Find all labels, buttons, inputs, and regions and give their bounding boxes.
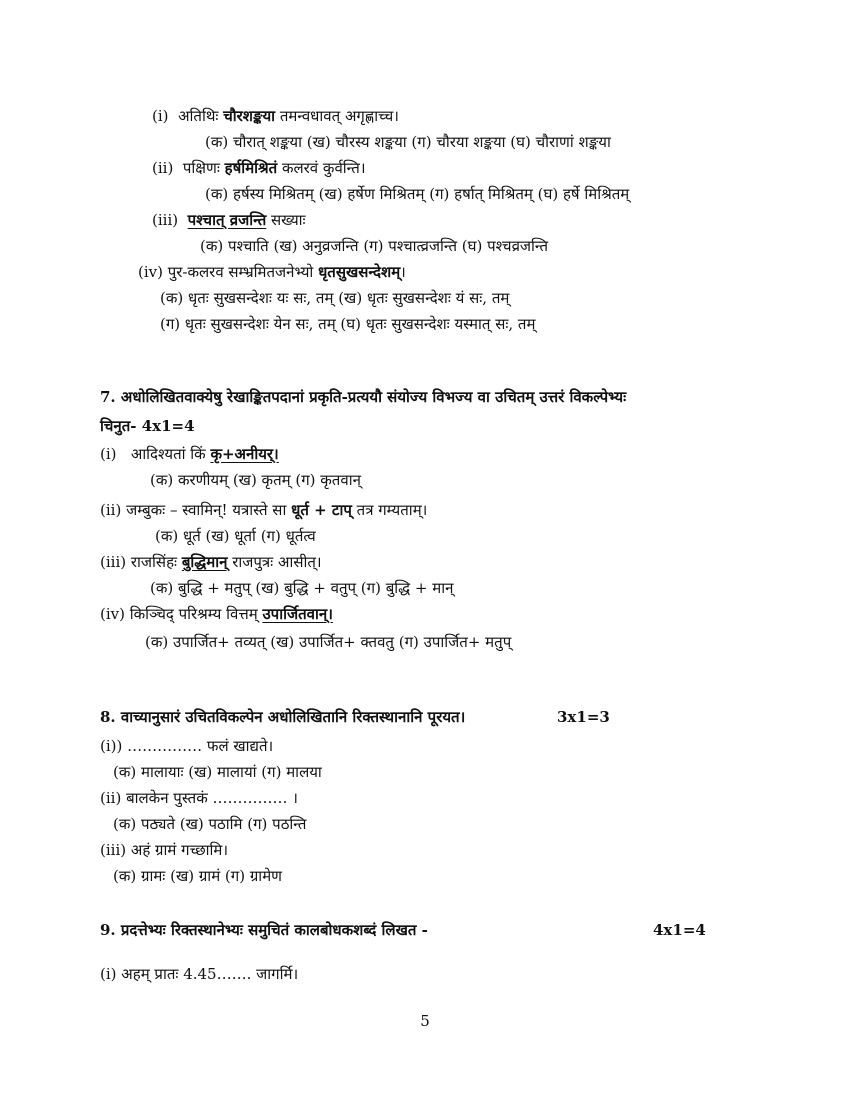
q8-ii: (ii) बालकेन पुस्तकं …………… । bbox=[100, 789, 298, 807]
q6-iv-options-2: (ग) धृतः सुखसन्देशः येन सः, तम् (घ) धृतः सुखसन्देशः यस्मात् सः, तम् bbox=[160, 315, 536, 333]
q7-i-underlined: कृ+अनीयर्। bbox=[210, 445, 279, 463]
q7-iii-underlined: बुद्धिमान् bbox=[181, 553, 228, 571]
q7-i: (i) आदिश्यतां किं कृ+अनीयर्। bbox=[100, 445, 279, 463]
q8-ii-options: (क) पठ्यते (ख) पठामि (ग) पठन्ति bbox=[113, 815, 307, 833]
q7-heading-line1: 7. अधोलिखितवाक्येषु रेखाङ्कितपदानां प्रकृति-प्रत्ययौ संयोज्य विभज्य वा उचितम् उत्तरं विकल्पेभ्यः bbox=[100, 388, 627, 406]
q8-heading: 8. वाच्यानुसारं उचितविकल्पेन अधोलिखितानि रिक्तस्थानानि पूरयत। bbox=[100, 708, 466, 726]
q6-i-options: (क) चौरात् शङ्कया (ख) चौरस्य शङ्कया (ग) चौरया शङ्कया (घ) चौराणां शङ्कया bbox=[205, 133, 611, 151]
q6-i-underlined: चौरशङ्कया bbox=[223, 107, 276, 125]
q8-i-options: (क) मालायाः (ख) मालायां (ग) मालया bbox=[113, 763, 322, 781]
q6-ii-options: (क) हर्षस्य मिश्रितम् (ख) हर्षेण मिश्रितम् (ग) हर्षात् मिश्रितम् (घ) हर्षे मिश्रितम् bbox=[205, 185, 630, 203]
q8-iii-options: (क) ग्रामः (ख) ग्रामं (ग) ग्रामेण bbox=[113, 867, 283, 885]
q6-iii: (iii) पश्चात् व्रजन्ति सख्याः bbox=[152, 211, 306, 229]
q7-ii: (ii) जम्बुकः – स्वामिन्! यत्रास्ते सा धूर्त + टाप् तत्र गम्यताम्। bbox=[100, 501, 428, 519]
q7-heading-line2: चिनुत- 4x1=4 bbox=[100, 417, 195, 435]
q7-iv-options: (क) उपार्जित+ तव्यत् (ख) उपार्जित+ क्तवतु (ग) उपार्जित+ मतुप् bbox=[145, 633, 512, 651]
q9-i: (i) अहम् प्रातः 4.45……. जागर्मि। bbox=[100, 965, 299, 983]
q7-i-options: (क) करणीयम् (ख) कृतम् (ग) कृतवान् bbox=[150, 471, 361, 489]
q7-ii-underlined: धूर्त + टाप् bbox=[291, 501, 352, 519]
q7-iv: (iv) किञ्चिद् परिश्रम्य वित्तम् उपार्जितवान्। bbox=[100, 605, 333, 623]
q6-iii-options: (क) पश्चाति (ख) अनुव्रजन्ति (ग) पश्चात्व्रजन्ति (घ) पश्चव्रजन्ति bbox=[200, 237, 549, 255]
q8-iii: (iii) अहं ग्रामं गच्छामि। bbox=[100, 841, 229, 859]
q6-ii-underlined: हर्षमिश्रितं bbox=[224, 159, 278, 177]
q7-ii-options: (क) धूर्त (ख) धूर्ता (ग) धूर्तत्व bbox=[155, 527, 316, 545]
q9-heading: 9. प्रदत्तेभ्यः रिक्तस्थानेभ्यः समुचितं कालबोधकशब्दं लिखत - bbox=[100, 921, 428, 939]
q8-i: (i)) …………… फलं खाद्यते। bbox=[100, 737, 274, 755]
q7-iii-options: (क) बुद्धि + मतुप् (ख) बुद्धि + वतुप् (ग) बुद्धि + मान् bbox=[150, 579, 454, 597]
q6-iv: (iv) पुर-कलरव सम्भ्रमितजनेभ्यो धृतसुखसन्देशम्। bbox=[138, 263, 406, 281]
page-number: 5 bbox=[420, 1012, 430, 1030]
q6-i: (i) अतिथिः चौरशङ्कया तमन्वधावत् अगृह्णाच्च। bbox=[152, 107, 399, 125]
q6-iii-underlined: पश्चात् व्रजन्ति bbox=[187, 211, 267, 229]
q7-iii: (iii) राजसिंहः बुद्धिमान् राजपुत्रः आसीत्। bbox=[100, 553, 322, 571]
q9-marks: 4x1=4 bbox=[653, 921, 706, 939]
q6-iv-options-1: (क) धृतः सुखसन्देशः यः सः, तम् (ख) धृतः सुखसन्देशः यं सः, तम् bbox=[160, 289, 510, 307]
q6-iv-underlined: धृतसुखसन्देशम् bbox=[318, 263, 401, 281]
q6-ii: (ii) पक्षिणः हर्षमिश्रितं कलरवं कुर्वन्ति। bbox=[152, 159, 366, 177]
q8-marks: 3x1=3 bbox=[557, 708, 610, 726]
q7-iv-underlined: उपार्जितवान्। bbox=[262, 605, 333, 623]
